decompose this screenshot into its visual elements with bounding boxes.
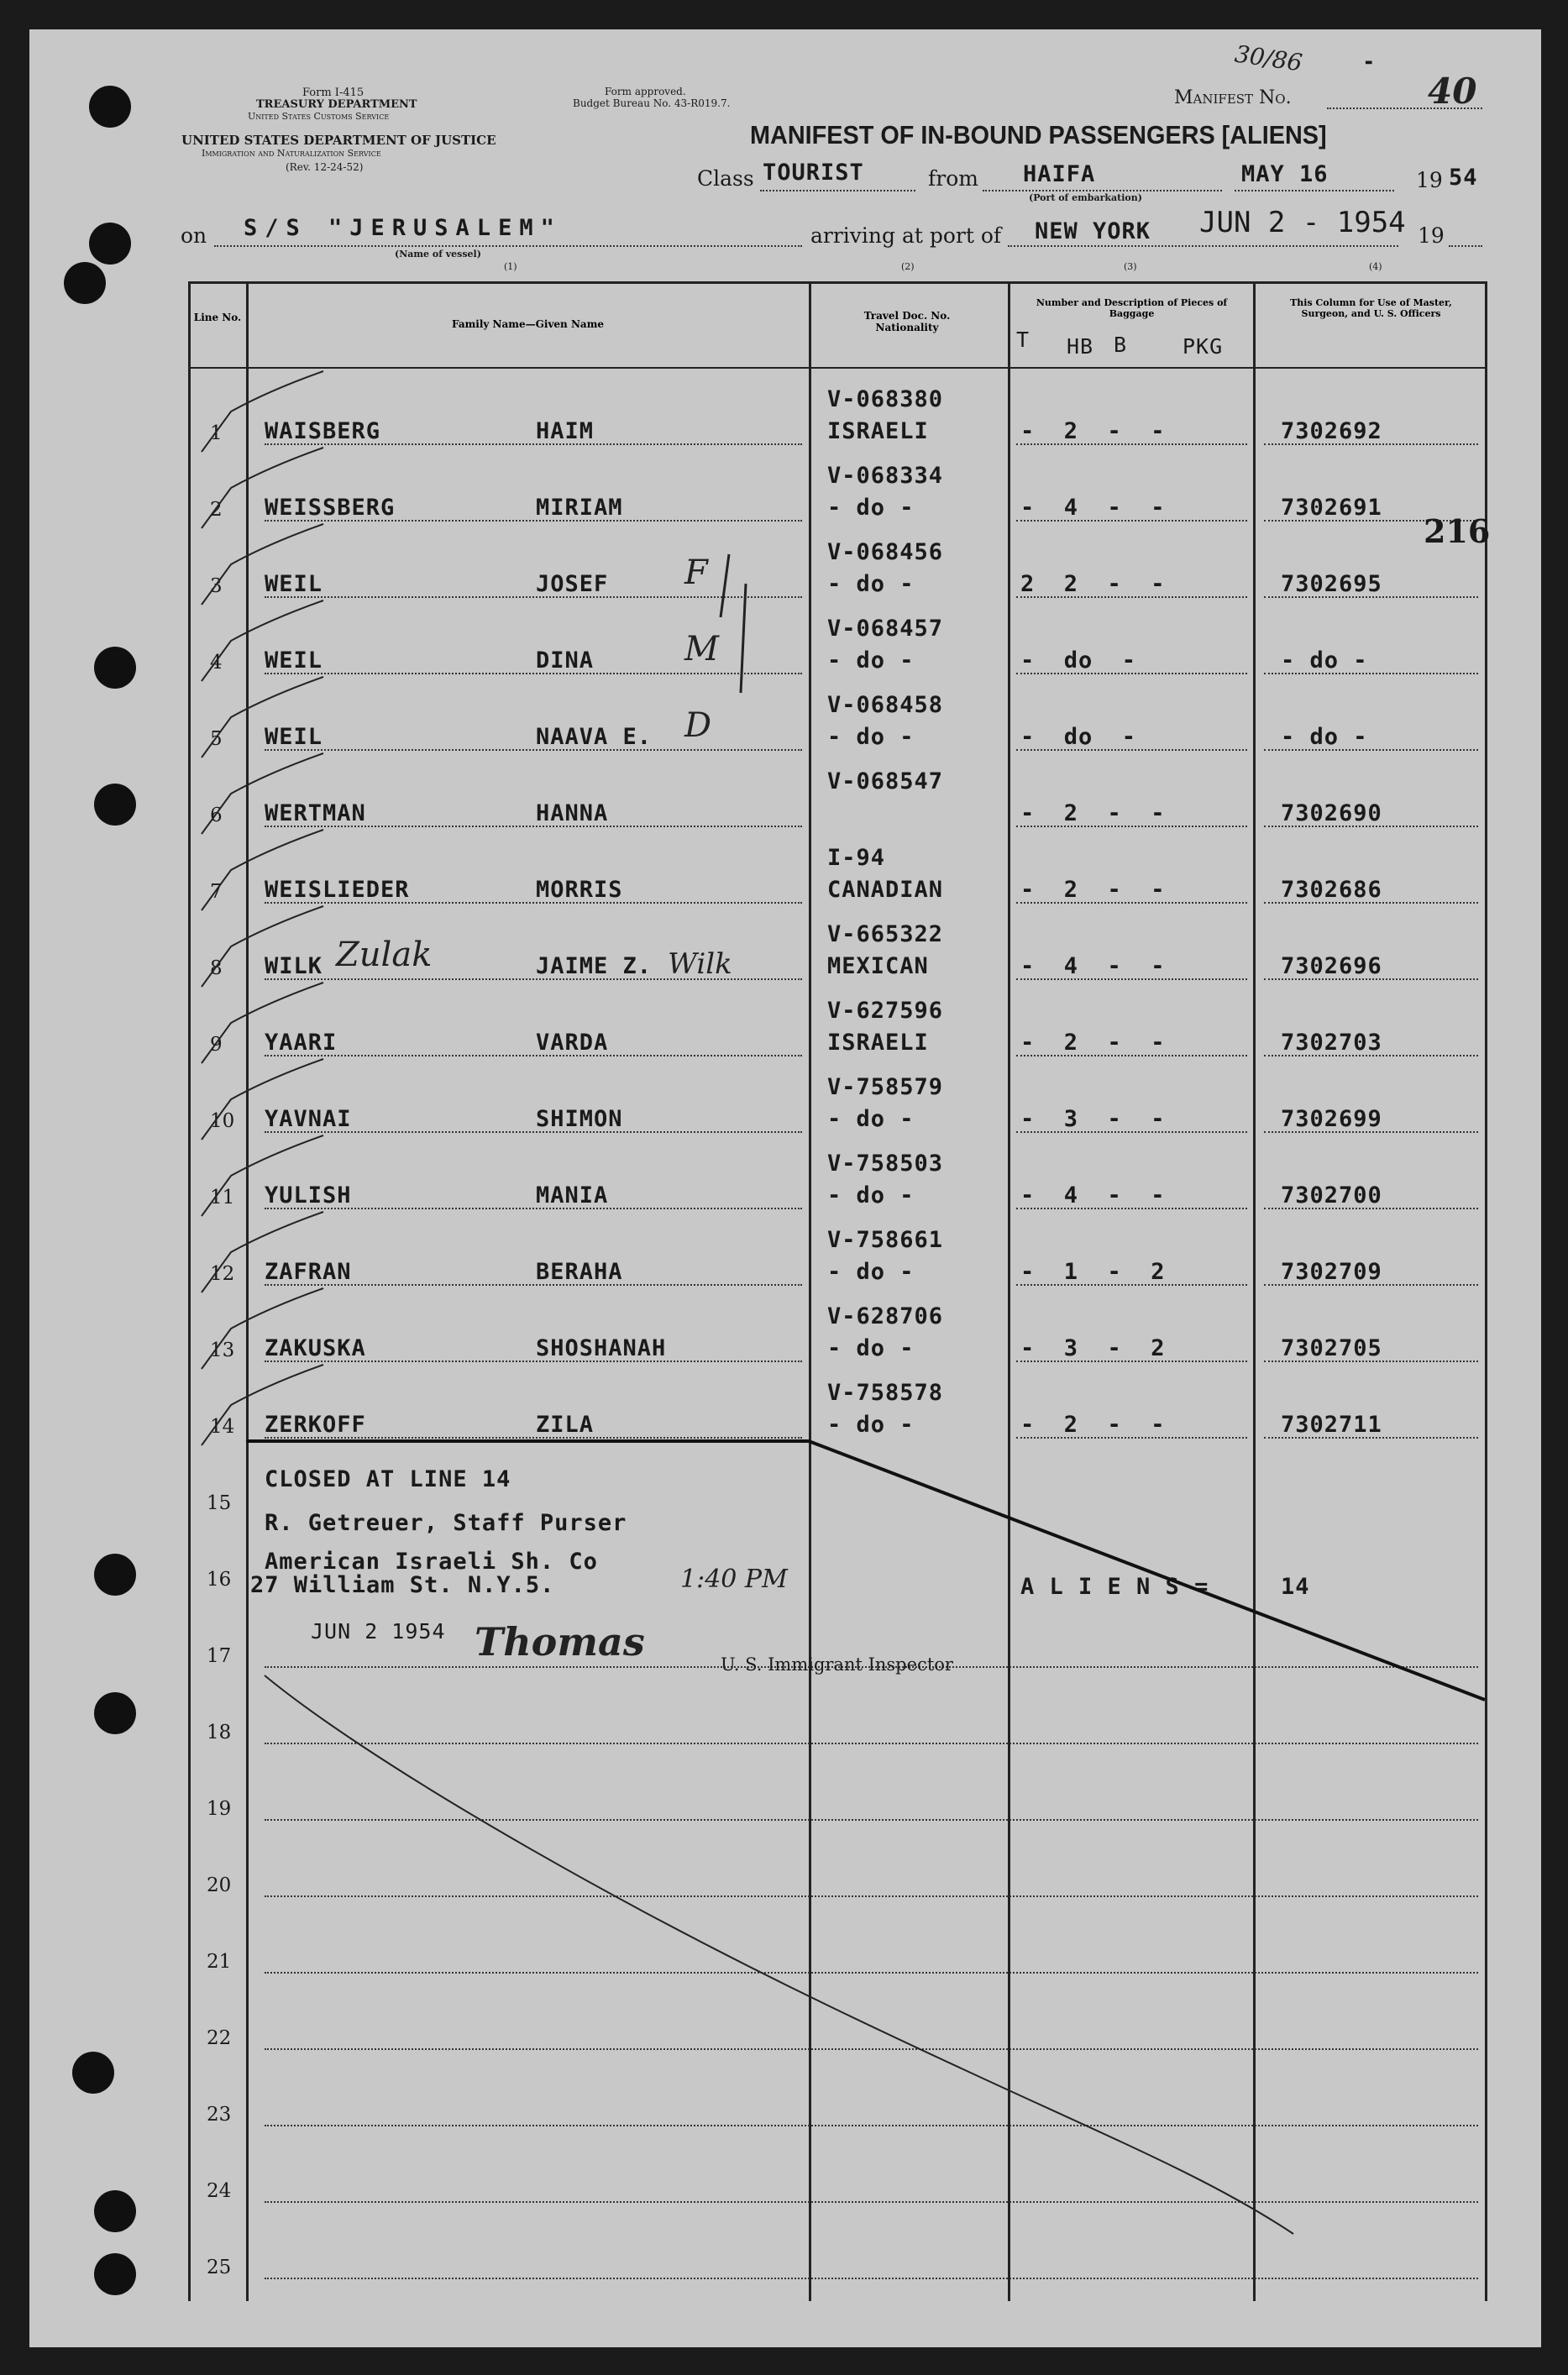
officer-number: 7302691 <box>1281 495 1382 521</box>
checkmark <box>202 983 323 1063</box>
family-name: YAVNAI <box>265 1106 352 1132</box>
baggage-count: - 1 - 2 <box>1020 1259 1166 1285</box>
class-label: Class <box>697 166 754 191</box>
officer-number: 7302705 <box>1281 1335 1382 1361</box>
family-name: WILK <box>265 953 323 979</box>
baggage-count: - 2 - - <box>1020 1030 1166 1056</box>
baggage-t: T <box>1016 328 1030 352</box>
justice-label: UNITED STATES DEPARTMENT OF JUSTICE <box>181 133 496 148</box>
line-number: 23 <box>207 2104 232 2126</box>
baggage-count: - 3 - - <box>1020 1106 1166 1132</box>
line-number: 10 <box>210 1110 235 1132</box>
purser-name: R. Getreuer, Staff Purser <box>265 1510 627 1536</box>
name-header: Family Name—Given Name <box>451 318 605 330</box>
travel-doc-number: V-068458 <box>827 692 944 718</box>
officer-number: 7302700 <box>1281 1182 1382 1208</box>
given-name: MORRIS <box>536 877 623 903</box>
given-name: SHIMON <box>536 1106 623 1132</box>
arrival-stamp: JUN 2 - 1954 <box>1199 206 1406 239</box>
form-approved: Form approved. <box>605 86 686 97</box>
checkmark <box>202 677 323 758</box>
manifest-no-label: Manifest No. <box>1174 87 1292 108</box>
line-no-header: Line No. <box>193 312 242 323</box>
officers-header: This Column for Use of Master, Surgeon, and U. S. Officers <box>1290 297 1452 319</box>
arriving-label: arriving at port of <box>810 223 1002 248</box>
aliens-count: 14 <box>1281 1574 1310 1600</box>
given-name: MIRIAM <box>536 495 623 521</box>
family-name: WERTMAN <box>265 800 366 826</box>
line-number: 24 <box>207 2180 232 2202</box>
nationality: ISRAELI <box>827 418 929 444</box>
family-name: WEIL <box>265 647 323 674</box>
travel-doc-number: V-628706 <box>827 1303 944 1329</box>
manifest-no-value: 40 <box>1428 71 1477 112</box>
baggage-count: 2 2 - - <box>1020 571 1166 597</box>
given-name: SHOSHANAH <box>536 1335 667 1361</box>
family-name: WAISBERG <box>265 418 381 444</box>
baggage-pkg: PKG <box>1183 334 1224 359</box>
family-name: WEIL <box>265 571 323 597</box>
baggage-count: - do - <box>1020 724 1137 750</box>
inspector-label: U. S. Immigrant Inspector <box>721 1654 953 1675</box>
nationality: - do - <box>827 647 915 674</box>
officer-number: 7302692 <box>1281 418 1382 444</box>
officer-number: 7302690 <box>1281 800 1382 826</box>
aliens-label: A L I E N S = <box>1020 1574 1209 1600</box>
family-name: ZERKOFF <box>265 1412 366 1438</box>
baggage-hb: HB <box>1067 334 1094 359</box>
travel-doc-number: V-068456 <box>827 539 944 565</box>
baggage-count: - 2 - - <box>1020 418 1166 444</box>
nationality: - do - <box>827 724 915 750</box>
stamp-date: JUN 2 1954 <box>311 1619 446 1644</box>
officer-number: 7302696 <box>1281 953 1382 979</box>
company-address: 27 William St. N.Y.5. <box>250 1572 555 1598</box>
customs-label: United States Customs Service <box>248 111 390 122</box>
given-name: DINA <box>536 647 595 674</box>
on-label: on <box>181 223 207 248</box>
checkmark <box>202 448 323 528</box>
checkmark <box>202 906 323 987</box>
budget-number: Budget Bureau No. 43-R019.7. <box>573 97 731 109</box>
family-name: WEIL <box>265 724 323 750</box>
given-name: JAIME Z. <box>536 953 653 979</box>
handwritten-annotation: F <box>684 553 708 592</box>
company-name: American Israeli Sh. Co <box>265 1549 598 1575</box>
line-number: 2 <box>210 499 223 521</box>
handwritten-annotation: M <box>684 630 719 668</box>
line-number: 3 <box>210 575 223 597</box>
given-name: NAAVA E. <box>536 724 653 750</box>
given-name: MANIA <box>536 1182 609 1208</box>
arrival-year-prefix: 19 <box>1418 223 1445 248</box>
baggage-count: - 4 - - <box>1020 953 1166 979</box>
family-name: YULISH <box>265 1182 352 1208</box>
nationality: - do - <box>827 495 915 521</box>
given-name: BERAHA <box>536 1259 623 1285</box>
class-value: TOURIST <box>763 160 864 186</box>
line-number: 11 <box>210 1187 235 1208</box>
checkmark <box>202 753 323 834</box>
nationality: - do - <box>827 1412 915 1438</box>
travel-doc-number: I-94 <box>827 845 886 871</box>
treasury-label: TREASURY DEPARTMENT <box>256 98 417 111</box>
line-number: 5 <box>210 728 223 750</box>
baggage-header: Number and Description of Pieces of Baggage <box>1036 297 1228 319</box>
baggage-count: - do - <box>1020 647 1137 674</box>
nationality: - do - <box>827 1335 915 1361</box>
travel-doc-number: V-758578 <box>827 1380 944 1406</box>
line-number: 14 <box>210 1416 235 1438</box>
officer-number: 7302711 <box>1281 1412 1382 1438</box>
line-number: 7 <box>210 881 223 903</box>
nationality: ISRAELI <box>827 1030 929 1056</box>
manifest-note-handwritten: 30/86 <box>1233 39 1304 77</box>
line-number: 21 <box>207 1951 232 1973</box>
year-prefix: 19 <box>1416 168 1443 192</box>
time-handwritten: 1:40 PM <box>680 1565 788 1594</box>
checkmark <box>202 1059 323 1140</box>
line-number: 16 <box>207 1569 232 1591</box>
checkmark <box>202 524 323 605</box>
checkmark <box>202 600 323 681</box>
line-number: 22 <box>207 2027 232 2049</box>
line-number: 13 <box>210 1340 235 1361</box>
family-name: ZAFRAN <box>265 1259 352 1285</box>
given-name: ZILA <box>536 1412 595 1438</box>
ins-label: Immigration and Naturalization Service <box>202 148 381 159</box>
line-number: 9 <box>210 1034 223 1056</box>
vessel-name: S/S "JERUSALEM" <box>244 215 562 241</box>
line-number: 1 <box>210 422 223 444</box>
baggage-count: - 4 - - <box>1020 1182 1166 1208</box>
line-number: 19 <box>207 1798 232 1820</box>
handwritten-annotation: Zulak <box>336 936 433 974</box>
line-number: 25 <box>207 2257 232 2278</box>
checkmark <box>202 371 323 452</box>
travel-doc-number: V-758579 <box>827 1074 944 1100</box>
closed-at-line: CLOSED AT LINE 14 <box>265 1466 511 1492</box>
baggage-count: - 2 - - <box>1020 877 1166 903</box>
baggage-count: - 2 - - <box>1020 800 1166 826</box>
col-num-2: (2) <box>901 261 915 272</box>
line-number: 17 <box>207 1645 232 1667</box>
given-name: HAIM <box>536 418 595 444</box>
nationality: - do - <box>827 1182 915 1208</box>
nationality: MEXICAN <box>827 953 929 979</box>
given-name: VARDA <box>536 1030 609 1056</box>
line-number: 18 <box>207 1722 232 1743</box>
checkmark <box>202 1288 323 1369</box>
nationality: - do - <box>827 1259 915 1285</box>
officer-number: 7302703 <box>1281 1030 1382 1056</box>
officer-number: 7302695 <box>1281 571 1382 597</box>
sheet-count: 216 <box>1424 512 1491 550</box>
travel-doc-number: V-627596 <box>827 998 944 1024</box>
baggage-b: B <box>1114 333 1128 357</box>
line-number: 15 <box>207 1492 232 1514</box>
travel-doc-number: V-068457 <box>827 616 944 642</box>
from-value: HAIFA <box>1023 161 1096 187</box>
officer-number: 7302709 <box>1281 1259 1382 1285</box>
officer-number: - do - <box>1281 724 1368 750</box>
officer-number: 7302686 <box>1281 877 1382 903</box>
line-number: 6 <box>210 805 223 826</box>
revision-label: (Rev. 12-24-52) <box>286 161 364 173</box>
from-label: from <box>928 166 978 191</box>
travel-doc-number: V-068334 <box>827 463 944 489</box>
dash-mark: ▬ <box>1365 58 1373 67</box>
travel-doc-number: V-758661 <box>827 1227 944 1253</box>
given-name: HANNA <box>536 800 609 826</box>
handwritten-annotation: Wilk <box>668 947 732 981</box>
officer-number: - do - <box>1281 647 1368 674</box>
date-value: MAY 16 <box>1241 161 1329 187</box>
travel-doc-number: V-665322 <box>827 921 944 947</box>
travel-doc-number: V-758503 <box>827 1151 944 1177</box>
inspector-signature: Thomas <box>475 1619 645 1665</box>
nationality: - do - <box>827 571 915 597</box>
nationality: CANADIAN <box>827 877 944 903</box>
col-num-1: (1) <box>504 261 517 272</box>
line-number: 20 <box>207 1874 232 1896</box>
form-number: Form I-415 <box>302 87 364 99</box>
family-name: YAARI <box>265 1030 338 1056</box>
family-name: WEISLIEDER <box>265 877 410 903</box>
arrival-port: NEW YORK <box>1035 218 1151 244</box>
baggage-count: - 3 - 2 <box>1020 1335 1166 1361</box>
checkmark <box>202 1212 323 1292</box>
line-number: 12 <box>210 1263 235 1285</box>
family-name: WEISSBERG <box>265 495 396 521</box>
handwritten-annotation: D <box>684 706 712 745</box>
col-num-3: (3) <box>1124 261 1137 272</box>
checkmark <box>202 1365 323 1445</box>
travel-doc-number: V-068547 <box>827 768 944 794</box>
line-number: 8 <box>210 957 223 979</box>
vessel-caption: (Name of vessel) <box>395 249 481 260</box>
line-number: 4 <box>210 652 223 674</box>
travel-doc-number: V-068380 <box>827 386 944 412</box>
checkmark <box>202 830 323 910</box>
year-value: 54 <box>1449 165 1478 191</box>
port-caption: (Port of embarkation) <box>1029 192 1142 203</box>
nationality: - do - <box>827 1106 915 1132</box>
col-num-4: (4) <box>1369 261 1382 272</box>
family-name: ZAKUSKA <box>265 1335 366 1361</box>
travel-doc-header: Travel Doc. No. Nationality <box>863 310 951 333</box>
officer-number: 7302699 <box>1281 1106 1382 1132</box>
given-name: JOSEF <box>536 571 609 597</box>
baggage-count: - 2 - - <box>1020 1412 1166 1438</box>
baggage-count: - 4 - - <box>1020 495 1166 521</box>
document-title: MANIFEST OF IN-BOUND PASSENGERS [ALIENS] <box>750 120 1327 149</box>
checkmark <box>202 1135 323 1216</box>
